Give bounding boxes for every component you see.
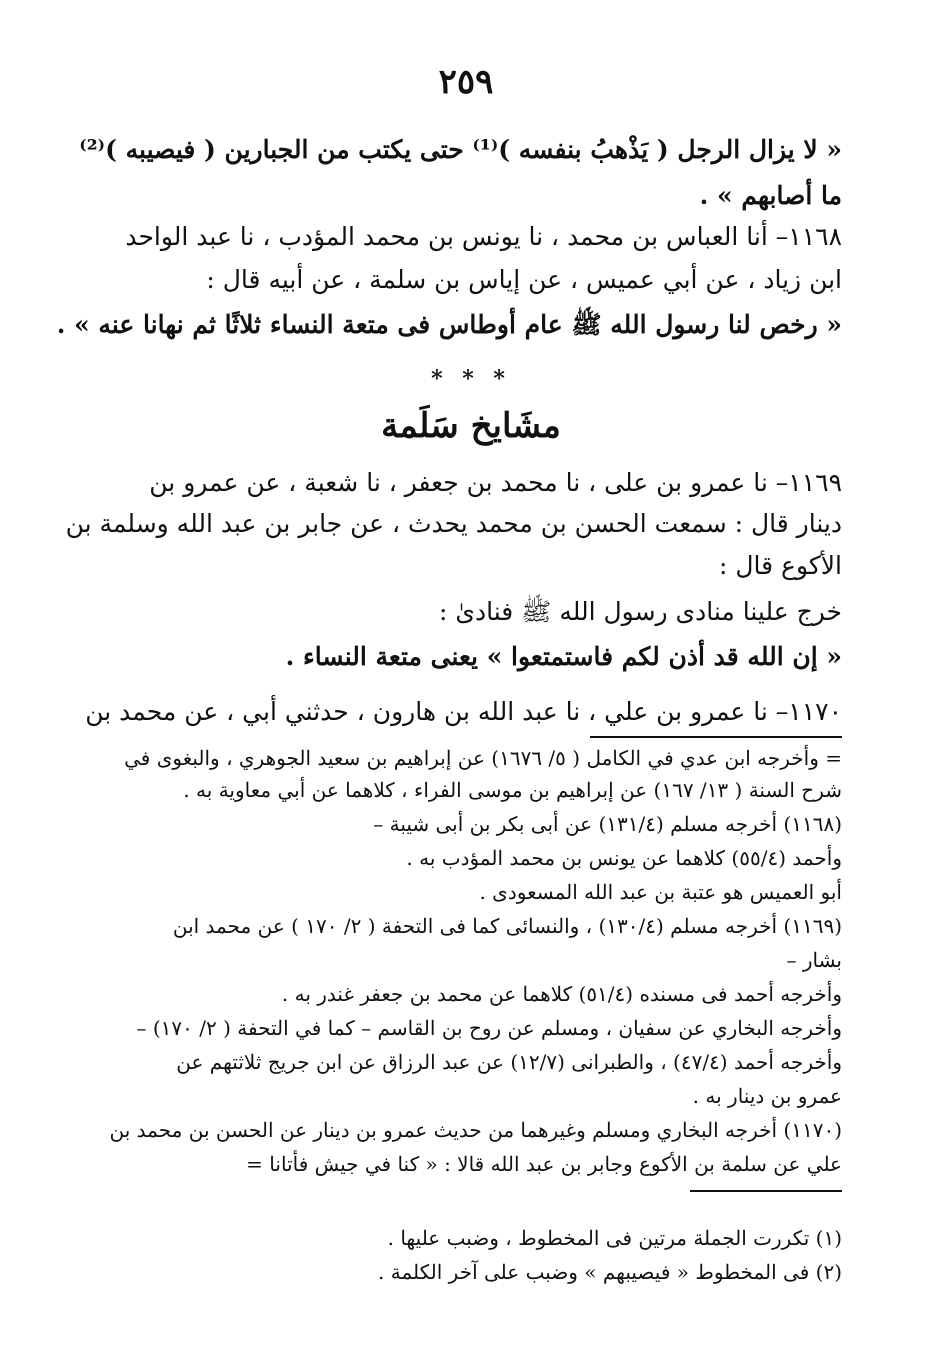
note-line: بشار – <box>786 948 842 972</box>
footnote-rule <box>690 1190 842 1192</box>
note-line: = وأخرجه ابن عدي في الكامل ( ٥/ ١٦٧٦) عن إبراهيم بن سعيد الجوهري ، والبغوى في <box>124 746 842 770</box>
note-line: أبو العميس هو عتبة بن عبد الله المسعودى . <box>479 880 842 904</box>
footnote-1: (١) تكررت الجملة مرتين فى المخطوط ، وضبب عليها . <box>387 1226 842 1250</box>
hadith-1170-line: ١١٧٠– نا عمرو بن علي ، نا عبد الله بن هارون ، حدثني أبي ، عن محمد بن <box>85 697 842 726</box>
separator-rule <box>590 736 842 738</box>
hadith-1169-line: ١١٦٩– نا عمرو بن على ، نا محمد بن جعفر ، نا شعبة ، عن عمرو بن <box>149 468 842 497</box>
text-line: ابن زياد ، عن أبي عميس ، عن إياس بن سلمة ، عن أبيه قال : <box>206 265 842 294</box>
note-line: وأخرجه أحمد (٤٧/٤) ، والطبرانى (١٢/٧) عن عبد الرزاق عن ابن جريج ثلاثتهم عن <box>176 1050 842 1074</box>
note-line: وأحمد (٥٥/٤) كلاهما عن يونس بن محمد المؤدب به . <box>406 846 842 870</box>
text-line: « رخص لنا رسول الله ﷺ عام أوطاس فى متعة النساء ثلاثًا ثم نهانا عنه » . <box>56 310 842 339</box>
note-line: (١١٧٠) أخرجه البخاري ومسلم وغيرهما من حديث عمرو بن دينار عن الحسن بن محمد بن <box>109 1118 842 1142</box>
text-line: ما أصابهم » . <box>699 181 842 210</box>
page-number: ٢٥٩ <box>438 62 494 102</box>
note-line: وأخرجه البخاري عن سفيان ، ومسلم عن روح بن القاسم – كما في التحفة ( ٢/ ١٧٠) – <box>136 1016 842 1040</box>
note-line: (١١٦٩) أخرجه مسلم (١٣٠/٤) ، والنسائى كما فى التحفة ( ٢/ ١٧٠ ) عن محمد ابن <box>172 914 842 938</box>
footnote-2: (٢) فى المخطوط « فيصيبهم » وضبب على آخر الكلمة . <box>378 1260 842 1284</box>
text-line: دينار قال : سمعت الحسن بن محمد يحدث ، عن جابر بن عبد الله وسلمة بن <box>65 509 842 538</box>
note-line: وأخرجه أحمد فى مسنده (٥١/٤) كلاهما عن محمد بن جعفر غندر به . <box>281 982 842 1006</box>
note-line: (١١٦٨) أخرجه مسلم (١٣١/٤) عن أبى بكر بن أبى شيبة – <box>373 812 842 836</box>
section-divider-stars: * * * <box>431 366 511 392</box>
hadith-1168-line: ١١٦٨– أنا العباس بن محمد ، نا يونس بن محمد المؤدب ، نا عبد الواحد <box>125 222 842 251</box>
text-line: « إن الله قد أذن لكم فاستمتعوا » يعنى متعة النساء . <box>285 642 842 671</box>
note-line: عمرو بن دينار به . <box>692 1084 842 1108</box>
text-line: خرج علينا منادى رسول الله ﷺ فنادىٰ : <box>439 597 842 626</box>
text-line: الأكوع قال : <box>719 551 842 580</box>
note-line: علي عن سلمة بن الأكوع وجابر بن عبد الله قالا : « كنا في جيش فأتانا = <box>246 1152 842 1176</box>
note-line: شرح السنة ( ١٣/ ١٦٧) عن إبراهيم بن موسى الفراء ، كلاهما عن أبي معاوية به . <box>183 778 842 802</box>
section-title: مشَايخ سَلَمة <box>381 406 561 446</box>
text-line: « لا يزال الرجل ( يَذْهبُ بنفسه )⁽¹⁾ حتى يكتب من الجبارين ( فيصيبه )⁽²⁾ <box>79 135 842 164</box>
